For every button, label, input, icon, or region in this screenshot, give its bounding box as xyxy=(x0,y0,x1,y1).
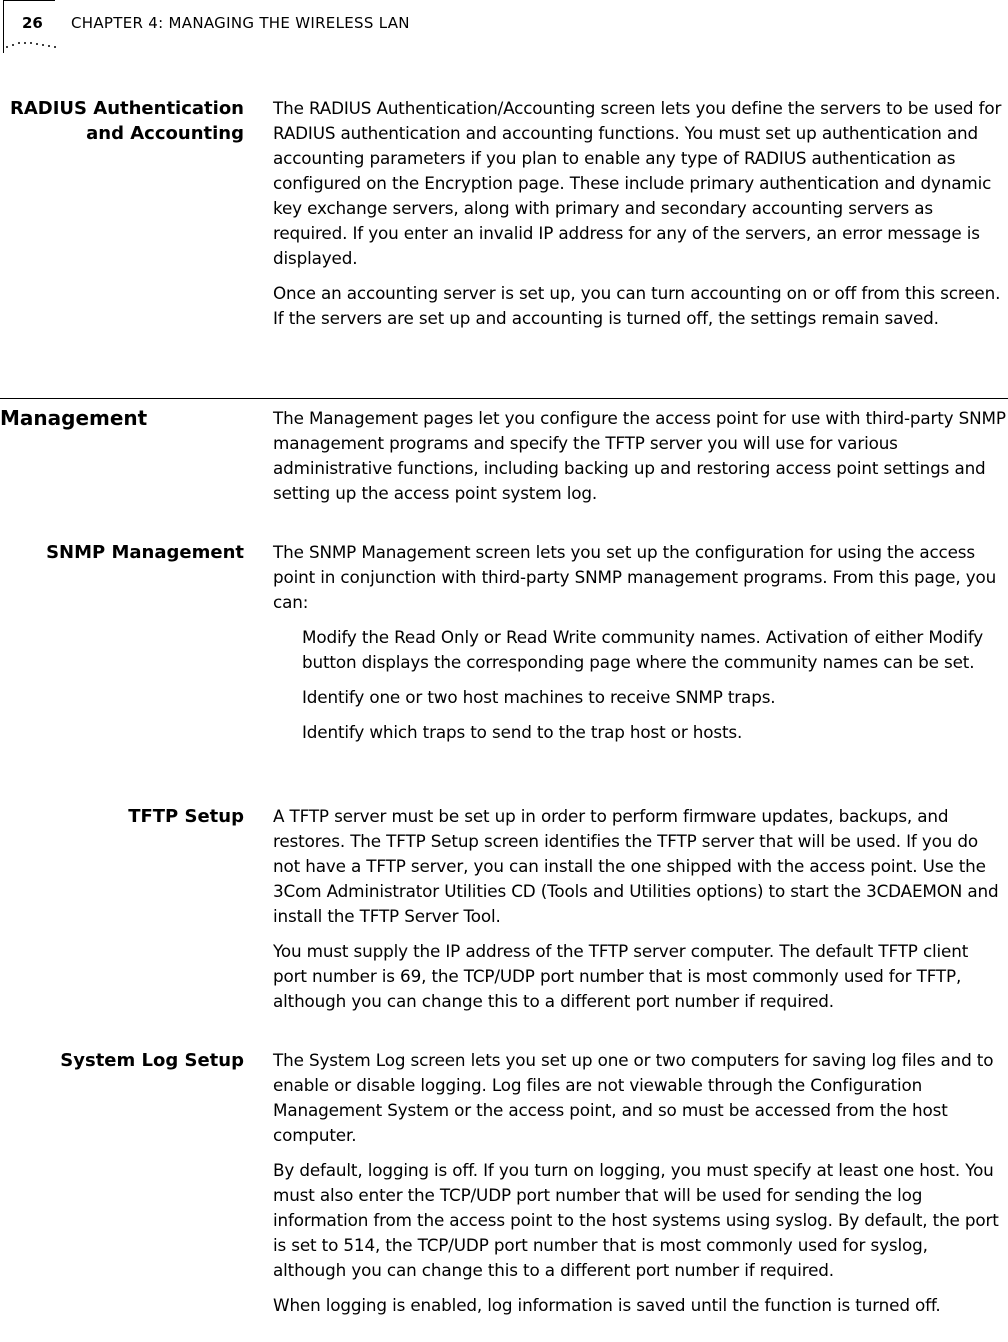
section-body-tftp xyxy=(273,804,1006,1024)
paragraph: The Management pages let you configure the access point for use with third-party SNMP management programs and specify the TFTP server you will use for various administrative functions, including backing up and restoring access point settings and setting up the access point system log. xyxy=(273,408,1006,503)
paragraph: By default, logging is off. If you turn on logging, you must specify at least one host. You must also enter the TCP/UDP port number that will be used for sending the log information from the access point to the host systems using syslog. By default, the port is set to 514, the TCP/UDP port number that is most commonly used for syslog, although you can change this to a different port number if required. xyxy=(273,1160,999,1280)
paragraph: A TFTP server must be set up in order to perform firmware updates, backups, and restores. The TFTP Setup screen identifies the TFTP server that will be used. If you do not have a TFTP server, you can install the one shipped with the access point. Use the 3Com Administrator Utilities CD (Tools and Utilities options) to start the 3CDAEMON and install the TFTP Server Tool. xyxy=(273,806,999,926)
heading-line: and Accounting xyxy=(86,123,244,144)
section-body-snmp xyxy=(273,540,1006,755)
header-top-rule xyxy=(3,0,55,1)
list-item: Identify one or two host machines to receive SNMP traps. xyxy=(302,687,776,707)
page-number: 26 xyxy=(22,14,43,32)
paragraph: The RADIUS Authentication/Accounting screen lets you define the servers to be used for RADIUS authentication and accounting functions. You must set up authentication and accounting parameters if you plan to enable any type of RADIUS authentication as configured on the Encryption page. These include primary authentication and dynamic key exchange servers, along with primary and secondary accounting servers as required. If you enter an invalid IP address for any of the servers, an error message is displayed. xyxy=(273,98,1002,268)
section-heading-syslog: System Log Setup xyxy=(60,1050,244,1071)
section-divider xyxy=(0,398,1008,399)
heading-line: RADIUS Authentication xyxy=(9,98,244,119)
paragraph: The System Log screen lets you set up one or two computers for saving log files and to enable or disable logging. Log files are not viewable through the Configuration Management System or the access point, and so must be accessed from the host computer. xyxy=(273,1050,994,1145)
section-body-syslog xyxy=(273,1048,1006,1328)
section-heading-radius xyxy=(4,96,244,146)
section-heading-management: Management xyxy=(0,406,148,430)
section-heading-tftp: TFTP Setup xyxy=(128,806,244,827)
paragraph: When logging is enabled, log information is saved until the function is turned off. xyxy=(273,1295,941,1315)
list-item: Modify the Read Only or Read Write community names. Activation of either Modify button displays the corresponding page where the community names can be set. xyxy=(302,627,984,672)
header-dotted-line xyxy=(5,40,59,50)
section-body-radius xyxy=(273,96,1006,341)
chapter-title: CHAPTER 4: MANAGING THE WIRELESS LAN xyxy=(71,14,410,32)
header-side-rule xyxy=(3,0,4,53)
paragraph: The SNMP Management screen lets you set up the configuration for using the access point in conjunction with third-party SNMP management programs. From this page, you can: xyxy=(273,542,997,612)
section-body-management xyxy=(273,406,1006,516)
paragraph: You must supply the IP address of the TFTP server computer. The default TFTP client port number is 69, the TCP/UDP port number that is most commonly used for TFTP, although you can change this to a different port number if required. xyxy=(273,941,969,1011)
list-item: Identify which traps to send to the trap host or hosts. xyxy=(302,722,743,742)
paragraph: Once an accounting server is set up, you can turn accounting on or off from this screen. If the servers are set up and accounting is turned off, the settings remain saved. xyxy=(273,283,1001,328)
section-heading-snmp: SNMP Management xyxy=(46,542,244,563)
